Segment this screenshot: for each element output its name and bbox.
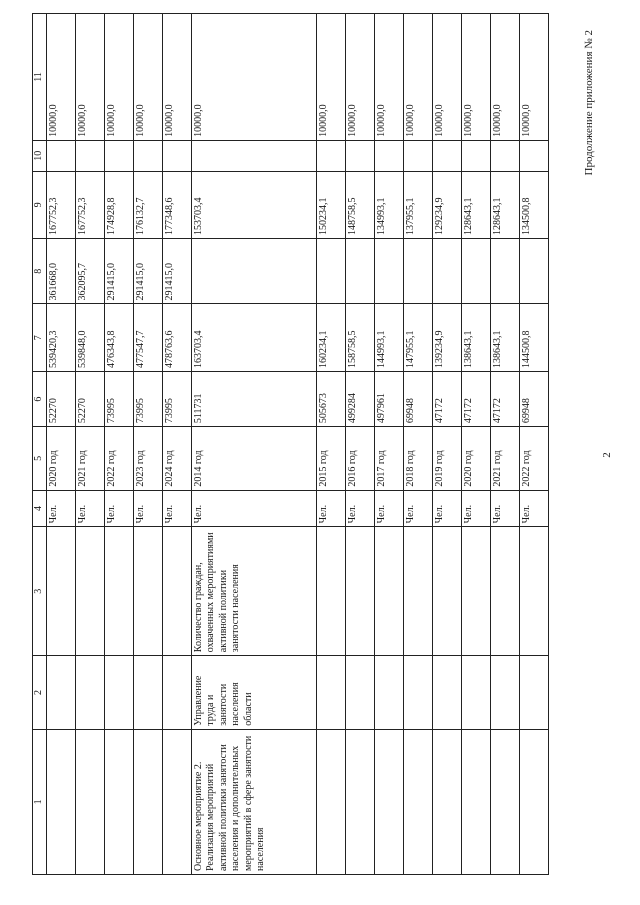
indicator-cell xyxy=(403,527,432,656)
column-number-cell: 2 xyxy=(33,656,47,730)
total-funding-cell: 477547,7 xyxy=(133,304,162,371)
table-row xyxy=(374,14,403,875)
year-cell: 2021 год xyxy=(490,427,519,490)
indicator-value-cell: 499284 xyxy=(345,371,374,426)
indicator-cell xyxy=(490,527,519,656)
total-funding-cell: 144993,1 xyxy=(374,304,403,371)
other-funding-cell: 10000,0 xyxy=(191,14,316,141)
table-row xyxy=(104,14,133,875)
unit-cell: Чел. xyxy=(191,490,316,527)
total-funding-cell: 144500,8 xyxy=(519,304,548,371)
regional-funding-cell: 167752,3 xyxy=(75,171,104,238)
regional-funding-cell: 134993,1 xyxy=(374,171,403,238)
year-cell: 2014 год xyxy=(191,427,316,490)
federal-funding-cell xyxy=(374,239,403,304)
local-funding-cell xyxy=(403,140,432,171)
indicator-name-cell: Количество граждан, охваченных мероприятиями активной политики занятости населения xyxy=(191,527,316,656)
total-funding-cell: 160234,1 xyxy=(316,304,345,371)
activity-cell xyxy=(490,729,519,874)
regional-funding-cell: 128643,1 xyxy=(461,171,490,238)
total-funding-cell: 476343,8 xyxy=(104,304,133,371)
indicator-value-cell: 73995 xyxy=(133,371,162,426)
indicator-value-cell: 511731 xyxy=(191,371,316,426)
other-funding-cell: 10000,0 xyxy=(432,14,461,141)
unit-cell: Чел. xyxy=(162,490,191,527)
other-funding-cell: 10000,0 xyxy=(316,14,345,141)
federal-funding-cell xyxy=(316,239,345,304)
year-cell: 2020 год xyxy=(46,427,75,490)
total-funding-cell: 539420,3 xyxy=(46,304,75,371)
other-funding-cell: 10000,0 xyxy=(345,14,374,141)
column-number-cell: 5 xyxy=(33,427,47,490)
column-number-cell: 7 xyxy=(33,304,47,371)
regional-funding-cell: 167752,3 xyxy=(46,171,75,238)
other-funding-cell: 10000,0 xyxy=(490,14,519,141)
federal-funding-cell: 361668,0 xyxy=(46,239,75,304)
federal-funding-cell: 291415,0 xyxy=(133,239,162,304)
regional-funding-cell: 150234,1 xyxy=(316,171,345,238)
column-number-cell: 10 xyxy=(33,140,47,171)
executor-cell xyxy=(432,656,461,730)
activity-cell xyxy=(345,729,374,874)
unit-cell: Чел. xyxy=(345,490,374,527)
local-funding-cell xyxy=(519,140,548,171)
year-cell: 2024 год xyxy=(162,427,191,490)
total-funding-cell: 138643,1 xyxy=(461,304,490,371)
unit-cell: Чел. xyxy=(490,490,519,527)
local-funding-cell xyxy=(191,140,316,171)
activity-cell xyxy=(162,729,191,874)
column-number-cell: 4 xyxy=(33,490,47,527)
federal-funding-cell xyxy=(490,239,519,304)
activity-cell xyxy=(104,729,133,874)
indicator-value-cell: 73995 xyxy=(162,371,191,426)
other-funding-cell: 10000,0 xyxy=(374,14,403,141)
column-number-cell: 3 xyxy=(33,527,47,656)
federal-funding-cell xyxy=(519,239,548,304)
unit-cell: Чел. xyxy=(104,490,133,527)
column-number-cell: 8 xyxy=(33,239,47,304)
activity-cell xyxy=(519,729,548,874)
executor-cell xyxy=(374,656,403,730)
local-funding-cell xyxy=(461,140,490,171)
other-funding-cell: 10000,0 xyxy=(133,14,162,141)
other-funding-cell: 10000,0 xyxy=(162,14,191,141)
year-cell: 2022 год xyxy=(519,427,548,490)
column-number-cell: 9 xyxy=(33,171,47,238)
year-cell: 2015 год xyxy=(316,427,345,490)
indicator-cell xyxy=(46,527,75,656)
local-funding-cell xyxy=(432,140,461,171)
table-row xyxy=(316,14,345,875)
year-cell: 2016 год xyxy=(345,427,374,490)
activity-cell xyxy=(75,729,104,874)
local-funding-cell xyxy=(46,140,75,171)
regional-funding-cell: 128643,1 xyxy=(490,171,519,238)
indicator-value-cell: 52270 xyxy=(75,371,104,426)
year-cell: 2023 год xyxy=(133,427,162,490)
table-row xyxy=(46,14,75,875)
federal-funding-cell xyxy=(345,239,374,304)
regional-funding-cell: 148758,5 xyxy=(345,171,374,238)
activity-cell xyxy=(133,729,162,874)
indicator-cell xyxy=(104,527,133,656)
regional-funding-cell: 174928,8 xyxy=(104,171,133,238)
column-number-cell: 1 xyxy=(33,729,47,874)
executor-cell xyxy=(75,656,104,730)
local-funding-cell xyxy=(316,140,345,171)
federal-funding-cell xyxy=(403,239,432,304)
federal-funding-cell: 362095,7 xyxy=(75,239,104,304)
local-funding-cell xyxy=(162,140,191,171)
unit-cell: Чел. xyxy=(403,490,432,527)
table-row xyxy=(461,14,490,875)
other-funding-cell: 10000,0 xyxy=(461,14,490,141)
executor-cell xyxy=(162,656,191,730)
indicator-cell xyxy=(133,527,162,656)
unit-cell: Чел. xyxy=(432,490,461,527)
local-funding-cell xyxy=(490,140,519,171)
unit-cell: Чел. xyxy=(46,490,75,527)
other-funding-cell: 10000,0 xyxy=(75,14,104,141)
indicator-value-cell: 505673 xyxy=(316,371,345,426)
indicator-value-cell: 52270 xyxy=(46,371,75,426)
activity-cell xyxy=(374,729,403,874)
unit-cell: Чел. xyxy=(133,490,162,527)
activity-cell xyxy=(432,729,461,874)
total-funding-cell: 478763,6 xyxy=(162,304,191,371)
executor-cell xyxy=(490,656,519,730)
indicator-cell xyxy=(374,527,403,656)
executor-cell xyxy=(403,656,432,730)
executor-cell xyxy=(345,656,374,730)
activity-cell xyxy=(403,729,432,874)
unit-cell: Чел. xyxy=(519,490,548,527)
table-row xyxy=(345,14,374,875)
executor-cell xyxy=(133,656,162,730)
appendix-continuation-header: Продолжение приложения № 2 xyxy=(583,30,595,176)
executor-cell xyxy=(519,656,548,730)
unit-cell: Чел. xyxy=(461,490,490,527)
table-row xyxy=(519,14,548,875)
column-number-row xyxy=(33,14,47,875)
table-row xyxy=(432,14,461,875)
federal-funding-cell xyxy=(432,239,461,304)
federal-funding-cell xyxy=(191,239,316,304)
regional-funding-cell: 176132,7 xyxy=(133,171,162,238)
indicator-cell xyxy=(461,527,490,656)
executor-cell xyxy=(104,656,133,730)
indicator-cell xyxy=(316,527,345,656)
executor-cell xyxy=(46,656,75,730)
table-row xyxy=(191,14,316,875)
indicator-value-cell: 69948 xyxy=(519,371,548,426)
local-funding-cell xyxy=(345,140,374,171)
year-cell: 2020 год xyxy=(461,427,490,490)
indicator-value-cell: 69948 xyxy=(403,371,432,426)
total-funding-cell: 147955,1 xyxy=(403,304,432,371)
year-cell: 2019 год xyxy=(432,427,461,490)
year-cell: 2017 год xyxy=(374,427,403,490)
indicator-value-cell: 47172 xyxy=(432,371,461,426)
table-row xyxy=(162,14,191,875)
executor-cell xyxy=(461,656,490,730)
regional-funding-cell: 153703,4 xyxy=(191,171,316,238)
regional-funding-cell: 134500,8 xyxy=(519,171,548,238)
activity-cell xyxy=(46,729,75,874)
main-activity-cell: Основное мероприятие 2. Реализация мероприятий активной политики занятости населения и дополнительных мероприятий в сфере занятости населения xyxy=(191,729,316,874)
indicator-cell xyxy=(432,527,461,656)
local-funding-cell xyxy=(75,140,104,171)
indicator-value-cell: 47172 xyxy=(461,371,490,426)
table-row xyxy=(490,14,519,875)
regional-funding-cell: 137955,1 xyxy=(403,171,432,238)
total-funding-cell: 539848,0 xyxy=(75,304,104,371)
other-funding-cell: 10000,0 xyxy=(104,14,133,141)
regional-funding-cell: 129234,9 xyxy=(432,171,461,238)
local-funding-cell xyxy=(374,140,403,171)
indicator-value-cell: 47172 xyxy=(490,371,519,426)
year-cell: 2021 год xyxy=(75,427,104,490)
indicator-cell xyxy=(162,527,191,656)
indicator-value-cell: 497961 xyxy=(374,371,403,426)
total-funding-cell: 163703,4 xyxy=(191,304,316,371)
federal-funding-cell: 291415,0 xyxy=(104,239,133,304)
indicator-cell xyxy=(75,527,104,656)
total-funding-cell: 138643,1 xyxy=(490,304,519,371)
page-number: 2 xyxy=(601,452,613,458)
activity-cell xyxy=(461,729,490,874)
federal-funding-cell xyxy=(461,239,490,304)
regional-funding-cell: 177348,6 xyxy=(162,171,191,238)
total-funding-cell: 158758,5 xyxy=(345,304,374,371)
year-cell: 2018 год xyxy=(403,427,432,490)
federal-funding-cell: 291415,0 xyxy=(162,239,191,304)
local-funding-cell xyxy=(133,140,162,171)
other-funding-cell: 10000,0 xyxy=(403,14,432,141)
table-row xyxy=(403,14,432,875)
activity-cell xyxy=(316,729,345,874)
column-number-cell: 6 xyxy=(33,371,47,426)
data-table xyxy=(32,13,549,875)
executor-cell xyxy=(316,656,345,730)
total-funding-cell: 139234,9 xyxy=(432,304,461,371)
table-row xyxy=(133,14,162,875)
year-cell: 2022 год xyxy=(104,427,133,490)
column-number-cell: 11 xyxy=(33,14,47,141)
unit-cell: Чел. xyxy=(316,490,345,527)
executor-cell: Управление труда и занятости населения области xyxy=(191,656,316,730)
unit-cell: Чел. xyxy=(75,490,104,527)
other-funding-cell: 10000,0 xyxy=(519,14,548,141)
table-row xyxy=(75,14,104,875)
indicator-cell xyxy=(345,527,374,656)
local-funding-cell xyxy=(104,140,133,171)
other-funding-cell: 10000,0 xyxy=(46,14,75,141)
indicator-cell xyxy=(519,527,548,656)
unit-cell: Чел. xyxy=(374,490,403,527)
indicator-value-cell: 73995 xyxy=(104,371,133,426)
